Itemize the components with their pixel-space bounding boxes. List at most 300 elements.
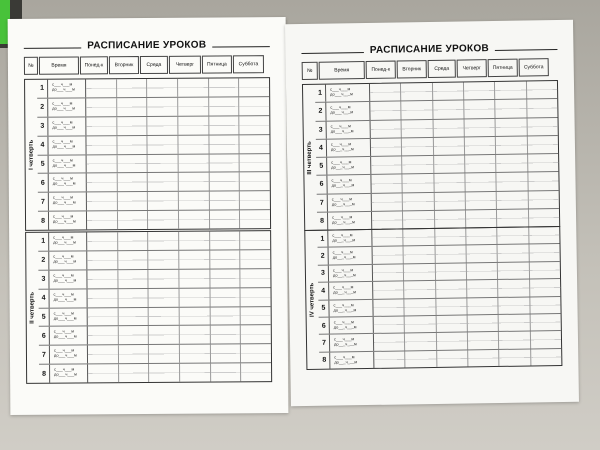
day-cell[interactable]	[118, 192, 149, 210]
day-cell[interactable]	[211, 345, 242, 363]
day-cell[interactable]	[179, 154, 210, 172]
lesson-number: 6	[39, 327, 50, 345]
day-cell[interactable]	[179, 211, 210, 229]
time-from: с___ч___м	[333, 301, 354, 308]
day-cell[interactable]	[86, 117, 117, 135]
time-from: с___ч___м	[331, 159, 352, 165]
lesson-number: 7	[38, 193, 49, 211]
lesson-number: 4	[316, 139, 327, 156]
time-field[interactable]	[50, 308, 88, 326]
day-cell[interactable]	[401, 83, 433, 101]
time-to: до___ч___м	[53, 258, 77, 264]
day-cell[interactable]	[528, 154, 559, 172]
day-cell[interactable]	[240, 116, 270, 134]
day-cell[interactable]	[240, 191, 270, 209]
day-cell[interactable]	[434, 174, 466, 192]
lesson-number: 8	[39, 365, 50, 383]
day-cell[interactable]	[373, 299, 405, 316]
day-cell[interactable]	[88, 327, 119, 345]
day-cell[interactable]	[118, 289, 149, 307]
day-cell[interactable]	[117, 117, 148, 135]
day-cell[interactable]	[403, 174, 435, 192]
day-cell[interactable]	[433, 119, 465, 137]
time-field[interactable]	[48, 98, 86, 116]
day-cell[interactable]	[529, 262, 560, 279]
day-cell[interactable]	[240, 231, 270, 249]
day-cell[interactable]	[88, 308, 119, 326]
day-cell[interactable]	[118, 307, 149, 325]
time-to: до___ч___м	[53, 218, 76, 224]
time-to: до___ч___м	[333, 306, 357, 313]
day-cell[interactable]	[436, 298, 468, 315]
day-cell[interactable]	[210, 210, 241, 228]
day-cell[interactable]	[403, 192, 435, 210]
day-cell[interactable]	[178, 116, 209, 134]
time-field[interactable]	[326, 102, 370, 120]
day-cell[interactable]	[149, 326, 180, 344]
day-cell[interactable]	[529, 209, 560, 227]
day-cell[interactable]	[87, 174, 118, 192]
day-cell[interactable]	[497, 209, 529, 227]
day-cell[interactable]	[117, 136, 148, 154]
day-cell[interactable]	[119, 364, 150, 382]
day-cell[interactable]	[117, 98, 148, 116]
day-cell[interactable]	[149, 364, 180, 382]
day-cell[interactable]	[370, 83, 402, 101]
time-field[interactable]	[50, 365, 88, 383]
day-cell[interactable]	[464, 100, 496, 118]
day-cell[interactable]	[371, 175, 403, 193]
time-field[interactable]	[328, 230, 372, 247]
day-cell[interactable]	[180, 307, 211, 325]
day-cell[interactable]	[239, 78, 269, 96]
day-cell[interactable]	[436, 281, 468, 298]
day-cell[interactable]	[210, 231, 241, 249]
day-cell[interactable]	[178, 135, 209, 153]
time-to: до___ч___м	[52, 199, 76, 205]
time-to: до___ч___м	[332, 218, 355, 225]
day-cell[interactable]	[180, 326, 211, 344]
time-field[interactable]	[330, 334, 374, 351]
time-from: с___ч___м	[53, 291, 74, 297]
day-cell[interactable]	[209, 135, 240, 153]
time-to: до___ч___м	[334, 341, 357, 347]
day-cell[interactable]	[240, 97, 270, 115]
day-cell[interactable]	[437, 333, 469, 350]
lesson-number: 7	[319, 335, 330, 352]
day-cell[interactable]	[466, 210, 498, 228]
table-row	[38, 231, 270, 250]
day-cell[interactable]	[86, 79, 117, 97]
day-cell[interactable]	[466, 191, 498, 209]
day-cell[interactable]	[118, 211, 149, 229]
time-field[interactable]	[49, 193, 87, 211]
day-cell[interactable]	[118, 232, 149, 250]
day-cell[interactable]	[149, 251, 180, 269]
table-row	[37, 134, 269, 154]
time-field[interactable]	[50, 289, 88, 307]
day-cell[interactable]	[527, 99, 558, 117]
day-cell[interactable]	[240, 154, 270, 172]
day-cell[interactable]	[498, 262, 530, 279]
header-wednesday: Среда	[428, 60, 456, 78]
day-cell[interactable]	[148, 135, 179, 153]
day-cell[interactable]	[531, 331, 562, 348]
time-to: до___ч___м	[53, 315, 77, 321]
day-cell[interactable]	[527, 136, 558, 154]
day-cell[interactable]	[117, 154, 148, 172]
day-cell[interactable]	[435, 210, 467, 228]
day-cell[interactable]	[467, 245, 499, 262]
day-cell[interactable]	[180, 288, 211, 306]
day-cell[interactable]	[496, 118, 528, 136]
time-from: с___ч___м	[52, 138, 73, 144]
lesson-number: 8	[319, 352, 330, 369]
day-cell[interactable]	[402, 138, 434, 156]
day-cell[interactable]	[179, 269, 210, 287]
day-cell[interactable]	[464, 82, 496, 100]
day-cell[interactable]	[148, 232, 179, 250]
day-cell[interactable]	[435, 263, 467, 280]
day-cell[interactable]	[148, 192, 179, 210]
day-cell[interactable]	[148, 154, 179, 172]
day-cell[interactable]	[117, 79, 148, 97]
day-cell[interactable]	[88, 289, 119, 307]
day-cell[interactable]	[433, 137, 465, 155]
day-cell[interactable]	[499, 314, 531, 331]
time-to: до___ч___м	[53, 277, 77, 283]
day-cell[interactable]	[467, 280, 499, 297]
day-cell[interactable]	[87, 232, 118, 250]
time-from: с___ч___м	[53, 253, 74, 259]
day-cell[interactable]	[371, 120, 403, 138]
day-cell[interactable]	[211, 363, 242, 381]
time-field[interactable]	[328, 193, 372, 211]
time-from: с___ч___м	[333, 336, 355, 342]
day-cell[interactable]	[496, 154, 528, 172]
day-cell[interactable]	[405, 351, 437, 368]
day-cell[interactable]	[86, 98, 117, 116]
day-cell[interactable]	[373, 247, 405, 264]
time-field[interactable]	[326, 84, 370, 102]
time-field[interactable]	[48, 117, 86, 135]
time-field[interactable]	[330, 317, 374, 334]
time-to: до___ч___м	[330, 109, 354, 115]
day-cell[interactable]	[465, 118, 497, 136]
day-cell[interactable]	[87, 192, 118, 210]
time-to: до___ч___м	[52, 105, 76, 111]
day-cell[interactable]	[371, 156, 403, 174]
day-cell[interactable]	[241, 326, 271, 344]
time-field[interactable]	[329, 265, 373, 282]
day-cell[interactable]	[149, 307, 180, 325]
time-from: с___ч___м	[54, 366, 75, 372]
day-cell[interactable]	[178, 79, 209, 97]
time-field[interactable]	[49, 232, 87, 250]
day-cell[interactable]	[374, 351, 406, 368]
time-to: до___ч___м	[52, 86, 75, 92]
day-cell[interactable]	[527, 81, 558, 99]
table-row	[38, 153, 270, 173]
day-cell[interactable]	[148, 211, 179, 229]
day-cell[interactable]	[210, 250, 241, 268]
time-to: до___ч___м	[333, 289, 357, 295]
day-cell[interactable]	[370, 102, 402, 120]
day-cell[interactable]	[468, 332, 500, 349]
time-to: до___ч___м	[332, 271, 356, 278]
time-field[interactable]	[49, 155, 87, 173]
day-cell[interactable]	[241, 269, 271, 287]
day-cell[interactable]	[434, 155, 466, 173]
day-cell[interactable]	[465, 137, 497, 155]
title-bar	[24, 39, 270, 55]
day-cell[interactable]	[530, 279, 561, 296]
day-cell[interactable]	[371, 138, 403, 156]
day-cell[interactable]	[179, 173, 210, 191]
day-cell[interactable]	[210, 288, 241, 306]
day-cell[interactable]	[149, 270, 180, 288]
day-cell[interactable]	[498, 280, 530, 297]
header-time: Время	[39, 56, 79, 74]
day-cell[interactable]	[209, 97, 240, 115]
day-cell[interactable]	[465, 155, 497, 173]
day-cell[interactable]	[404, 281, 436, 298]
day-cell[interactable]	[527, 118, 558, 136]
time-to: до___ч___м	[334, 358, 358, 365]
table-row	[39, 325, 271, 345]
time-from: с___ч___м	[53, 328, 75, 335]
time-field[interactable]	[49, 270, 87, 288]
day-cell[interactable]	[149, 345, 180, 363]
day-cell[interactable]	[119, 345, 150, 363]
lesson-number: 5	[39, 308, 50, 326]
day-cell[interactable]	[465, 173, 497, 191]
time-to: до___ч___м	[53, 352, 77, 358]
quarter-block	[25, 230, 272, 384]
lesson-number: 3	[38, 270, 49, 288]
day-cell[interactable]	[437, 350, 469, 367]
time-field[interactable]	[48, 136, 86, 154]
day-cell[interactable]	[497, 173, 529, 191]
day-cell[interactable]	[404, 264, 436, 281]
lesson-number: 2	[315, 103, 326, 120]
day-cell[interactable]	[496, 100, 528, 118]
day-cell[interactable]	[178, 97, 209, 115]
day-cell[interactable]	[241, 307, 271, 325]
day-cell[interactable]	[179, 192, 210, 210]
day-cell[interactable]	[148, 98, 179, 116]
day-cell[interactable]	[530, 296, 561, 313]
quarter-label: II четверть	[29, 291, 36, 324]
day-cell[interactable]	[374, 316, 406, 333]
time-field[interactable]	[48, 79, 86, 97]
table-row	[39, 287, 271, 307]
lesson-number: 7	[39, 346, 50, 364]
schedule-header	[24, 55, 270, 75]
lesson-number: 5	[318, 300, 329, 317]
day-cell[interactable]	[405, 298, 437, 315]
day-cell[interactable]	[433, 82, 465, 100]
day-cell[interactable]	[498, 245, 530, 262]
day-cell[interactable]	[118, 270, 149, 288]
day-cell[interactable]	[405, 316, 437, 333]
day-cell[interactable]	[495, 81, 527, 99]
header-tuesday: Вторник	[109, 56, 139, 74]
lesson-number: 4	[37, 136, 48, 154]
day-cell[interactable]	[180, 345, 211, 363]
time-from: с___ч___м	[332, 266, 354, 273]
time-from: с___ч___м	[334, 353, 355, 360]
day-cell[interactable]	[209, 154, 240, 172]
lesson-number: 8	[317, 212, 328, 229]
time-field[interactable]	[329, 247, 373, 264]
day-cell[interactable]	[149, 288, 180, 306]
day-cell[interactable]	[241, 363, 271, 381]
day-cell[interactable]	[209, 116, 240, 134]
day-cell[interactable]	[468, 350, 500, 367]
time-from: с___ч___м	[332, 214, 353, 220]
time-to: до___ч___м	[331, 200, 355, 207]
day-cell[interactable]	[436, 315, 468, 332]
day-cell[interactable]	[403, 211, 435, 229]
day-cell[interactable]	[372, 211, 404, 229]
day-cell[interactable]	[529, 244, 560, 261]
day-cell[interactable]	[499, 349, 531, 366]
day-cell[interactable]	[180, 364, 211, 382]
time-field[interactable]	[330, 352, 374, 369]
time-from: с___ч___м	[331, 177, 352, 183]
time-from: с___ч___м	[330, 86, 351, 92]
day-cell[interactable]	[240, 173, 270, 191]
day-cell[interactable]	[209, 78, 240, 96]
day-cell[interactable]	[147, 79, 178, 97]
day-cell[interactable]	[435, 228, 467, 245]
time-field[interactable]	[329, 282, 373, 299]
day-cell[interactable]	[210, 307, 241, 325]
day-cell[interactable]	[528, 172, 559, 190]
time-from: с___ч___м	[52, 175, 73, 182]
day-cell[interactable]	[373, 282, 405, 299]
day-cell[interactable]	[210, 192, 241, 210]
day-cell[interactable]	[499, 297, 531, 314]
header-thursday: Четверг	[169, 56, 201, 74]
day-cell[interactable]	[529, 227, 560, 244]
day-cell[interactable]	[404, 229, 436, 246]
day-cell[interactable]	[86, 136, 117, 154]
time-from: с___ч___м	[53, 234, 74, 240]
day-cell[interactable]	[498, 227, 530, 244]
time-from: с___ч___м	[330, 104, 351, 110]
day-cell[interactable]	[402, 119, 434, 137]
day-cell[interactable]	[179, 232, 210, 250]
time-field[interactable]	[49, 251, 87, 269]
day-cell[interactable]	[118, 251, 149, 269]
time-field[interactable]	[327, 175, 371, 193]
day-cell[interactable]	[402, 156, 434, 174]
time-field[interactable]	[327, 139, 371, 157]
day-cell[interactable]	[528, 191, 559, 209]
time-to: до___ч___м	[53, 239, 76, 245]
time-field[interactable]	[328, 212, 372, 230]
day-cell[interactable]	[148, 117, 179, 135]
day-cell[interactable]	[496, 136, 528, 154]
time-to: до___ч___м	[331, 182, 355, 188]
time-to: до___ч___м	[332, 254, 356, 260]
day-cell[interactable]	[87, 211, 118, 229]
day-cell[interactable]	[241, 250, 271, 268]
time-from: с___ч___м	[52, 100, 73, 106]
day-cell[interactable]	[530, 314, 561, 331]
day-cell[interactable]	[433, 101, 465, 119]
lesson-number: 8	[38, 212, 49, 230]
day-cell[interactable]	[240, 210, 270, 228]
day-cell[interactable]	[402, 101, 434, 119]
day-cell[interactable]	[87, 155, 118, 173]
time-field[interactable]	[327, 120, 371, 138]
day-cell[interactable]	[148, 173, 179, 191]
day-cell[interactable]	[373, 264, 405, 281]
table-row	[39, 362, 271, 382]
day-cell[interactable]	[467, 263, 499, 280]
day-cell[interactable]	[88, 364, 119, 382]
day-cell[interactable]	[466, 228, 498, 245]
time-field[interactable]	[327, 157, 371, 175]
day-cell[interactable]	[210, 269, 241, 287]
time-to: до___ч___м	[53, 296, 77, 302]
table-row	[38, 209, 270, 229]
day-cell[interactable]	[118, 326, 149, 344]
time-field[interactable]	[50, 346, 88, 364]
day-cell[interactable]	[374, 334, 406, 351]
time-from: с___ч___м	[53, 310, 74, 316]
day-cell[interactable]	[435, 246, 467, 263]
day-cell[interactable]	[241, 288, 271, 306]
day-cell[interactable]	[372, 229, 404, 246]
day-cell[interactable]	[499, 332, 531, 349]
table-row	[39, 343, 271, 363]
day-cell[interactable]	[87, 270, 118, 288]
time-from: с___ч___м	[333, 319, 354, 325]
header-time: Время	[319, 61, 365, 80]
time-field[interactable]	[329, 299, 373, 316]
day-cell[interactable]	[497, 191, 529, 209]
day-cell[interactable]	[88, 345, 119, 363]
time-field[interactable]	[49, 212, 87, 230]
day-cell[interactable]	[434, 192, 466, 210]
day-cell[interactable]	[210, 326, 241, 344]
day-cell[interactable]	[179, 250, 210, 268]
day-cell[interactable]	[404, 246, 436, 263]
day-cell[interactable]	[372, 193, 404, 211]
header-number: №	[302, 62, 318, 80]
day-cell[interactable]	[117, 173, 148, 191]
lesson-number: 3	[318, 265, 329, 282]
time-field[interactable]	[50, 327, 88, 345]
time-field[interactable]	[49, 174, 87, 192]
lesson-number: 1	[315, 85, 326, 102]
day-cell[interactable]	[468, 315, 500, 332]
day-cell[interactable]	[531, 349, 562, 366]
day-cell[interactable]	[467, 297, 499, 314]
day-cell[interactable]	[87, 251, 118, 269]
day-cell[interactable]	[209, 173, 240, 191]
header-thursday: Четверг	[457, 59, 487, 77]
day-cell[interactable]	[241, 344, 271, 362]
day-cell[interactable]	[405, 333, 437, 350]
lesson-number: 2	[38, 252, 49, 270]
day-cell[interactable]	[240, 135, 270, 153]
time-to: до___ч___м	[52, 143, 76, 149]
